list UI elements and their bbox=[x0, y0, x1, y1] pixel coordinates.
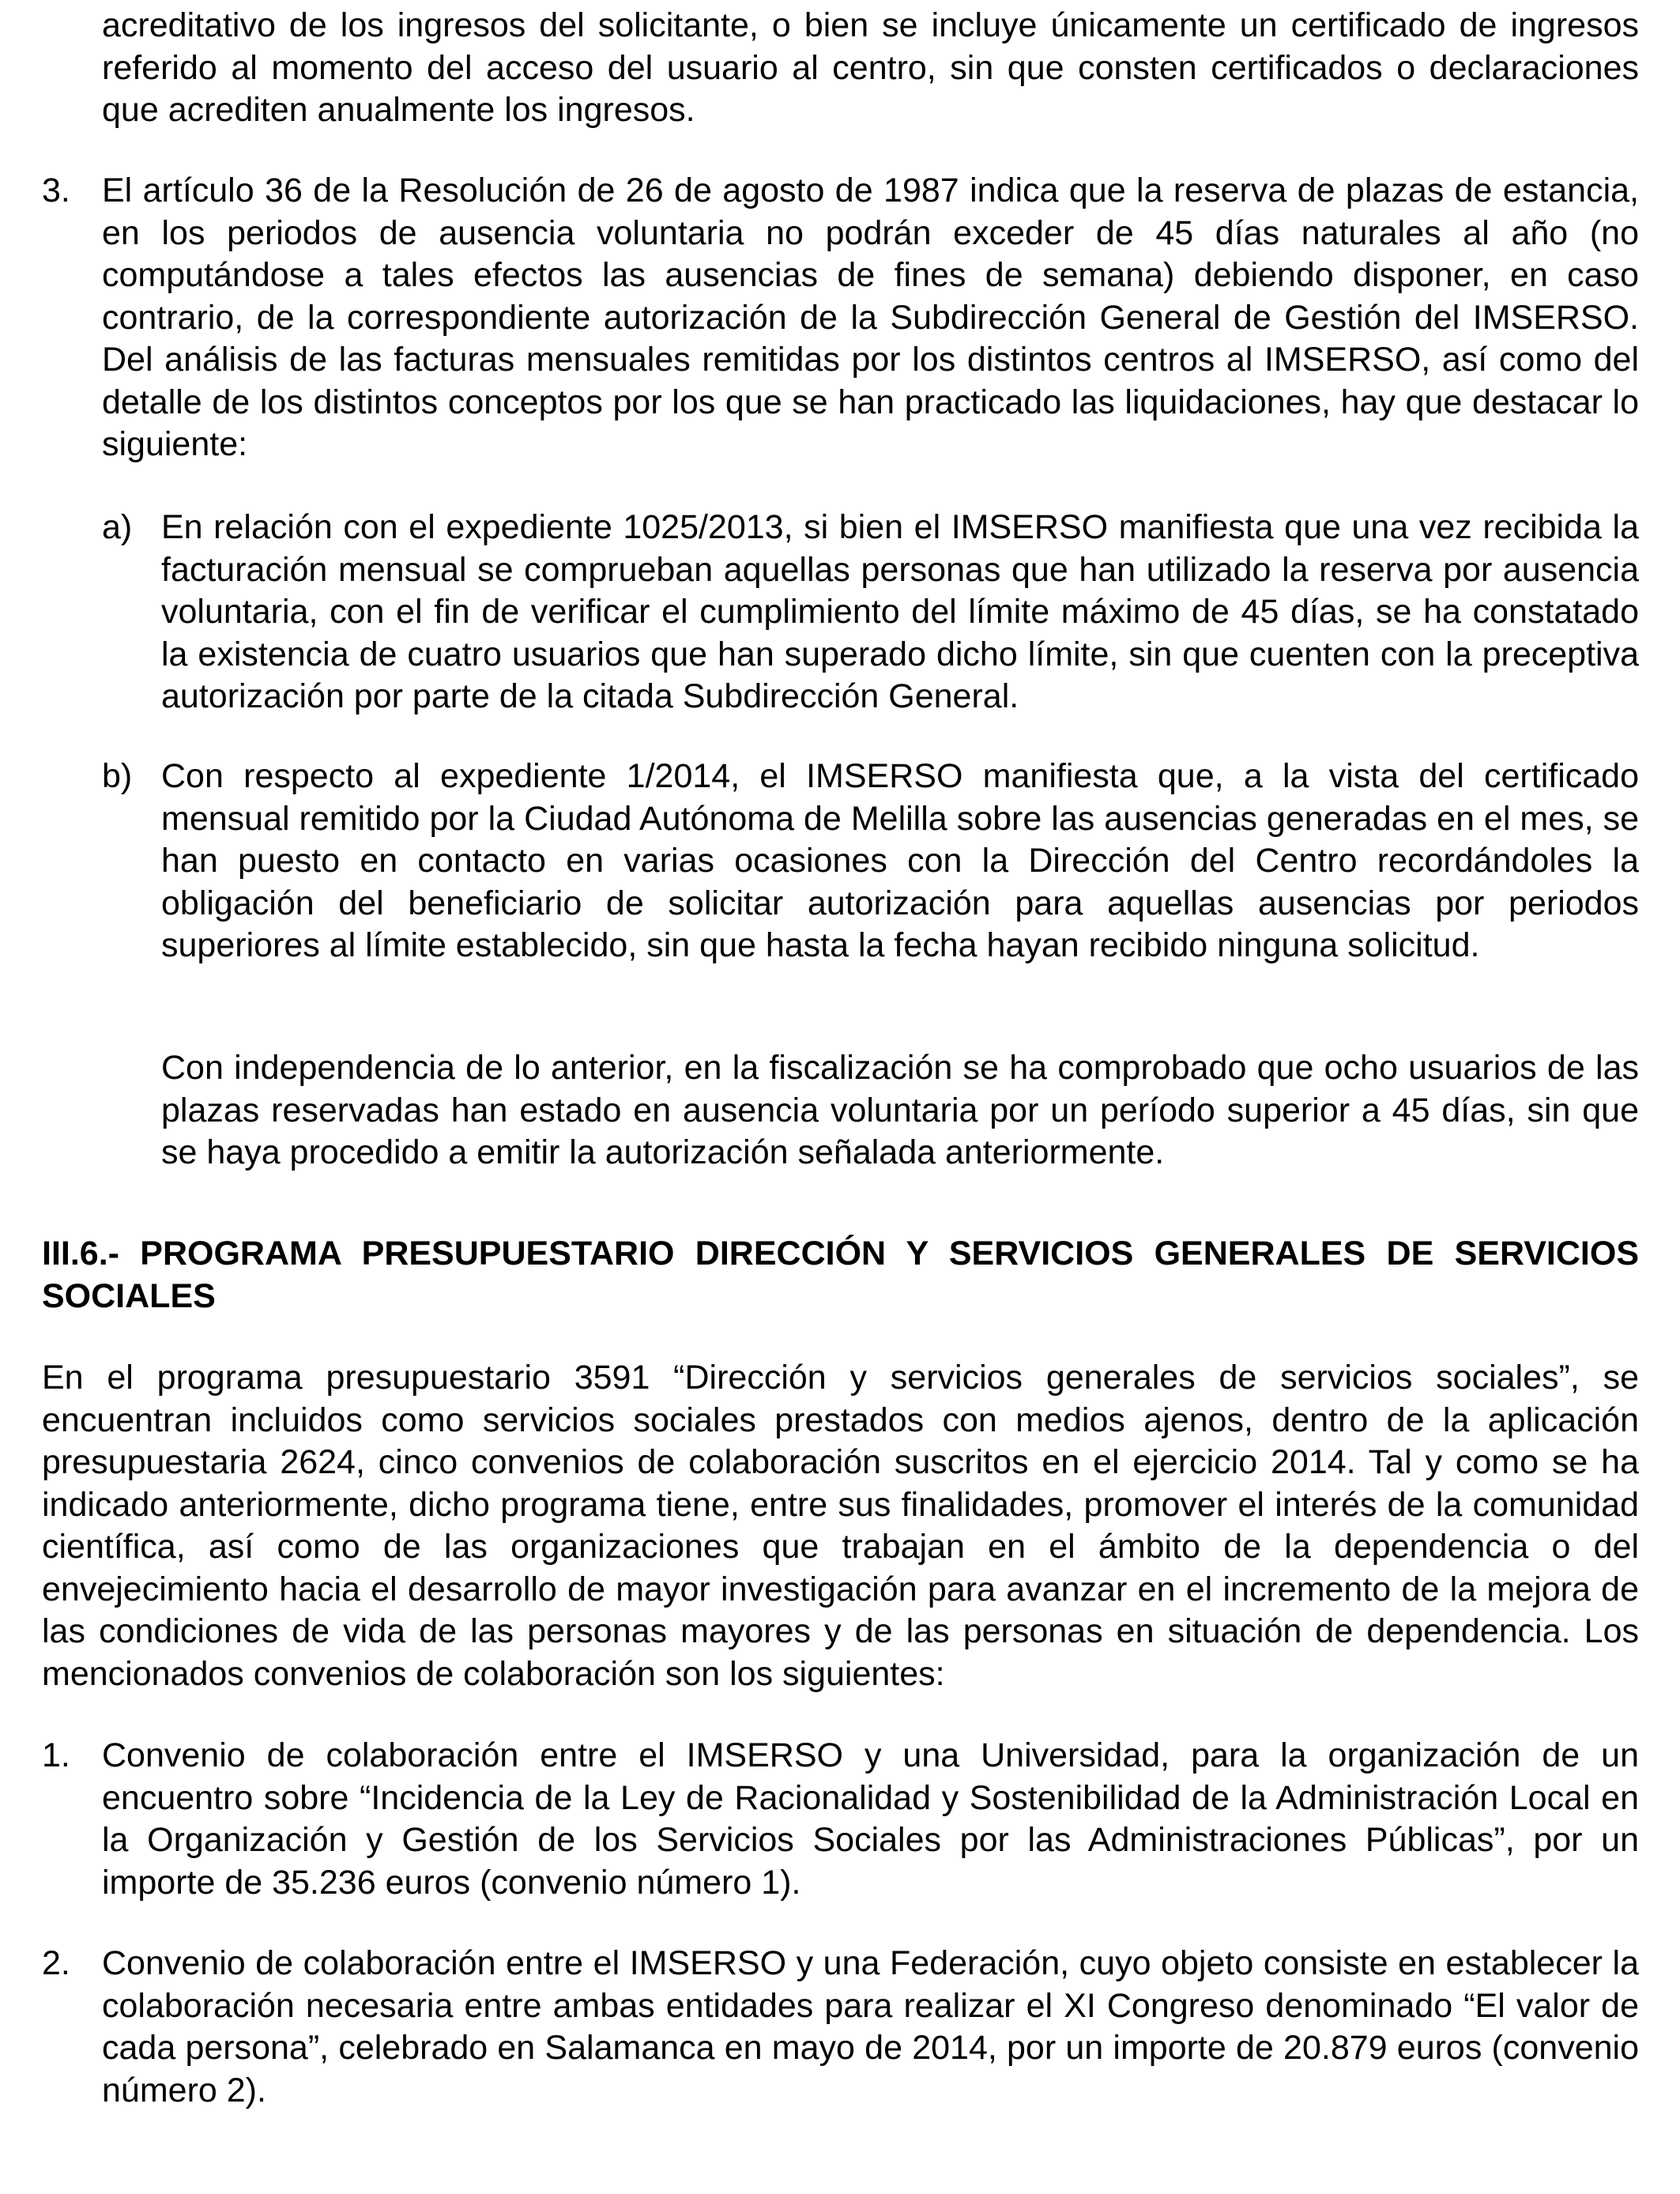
list-marker-1: 1. bbox=[42, 1736, 70, 1774]
list-marker-3: 3. bbox=[42, 172, 70, 209]
list-marker-2: 2. bbox=[42, 1944, 70, 1982]
paragraph-absence-verification: Con independencia de lo anterior, en la fiscalización se ha comprobado que ocho usuarios de las plazas reservadas han estado en ausencia voluntaria por un período superior a 45 días, sin que se haya procedido a emitir la autorización señalada anteriormente. bbox=[161, 1049, 1639, 1171]
list-item-a-text: En relación con el expediente 1025/2013, si bien el IMSERSO manifiesta que una vez recibida la facturación mensual se comprueban aquellas personas que han utilizado la reserva por ausencia voluntaria, con el fin de verificar el cumplimiento del límite máximo de 45 días, se ha constatado la existencia de cuatro usuarios que han superado dicho límite, sin que cuenten con la preceptiva autorización por parte de la citada Subdirección General. bbox=[161, 508, 1639, 715]
list-marker-b: b) bbox=[102, 757, 133, 795]
list-marker-a: a) bbox=[102, 508, 133, 546]
list-item-b-text: Con respecto al expediente 1/2014, el IMSERSO manifiesta que, a la vista del certificado mensual remitido por la Ciudad Autónoma de Melilla sobre las ausencias generadas en el mes, se han puesto en contacto en varias ocasiones con la Dirección del Centro recordándoles la obligación del beneficiario de solicitar autorización para aquellas ausencias por periodos superiores al límite establecido, sin que hasta la fecha hayan recibido ninguna solicitud. bbox=[161, 757, 1639, 964]
list-item-2-text: Convenio de colaboración entre el IMSERSO y una Federación, cuyo objeto consiste en establecer la colaboración necesaria entre ambas entidades para realizar el XI Congreso denominado “El valor de cada persona”, celebrado en Salamanca en mayo de 2014, por un importe de 20.879 euros (convenio número 2). bbox=[102, 1944, 1639, 2109]
section-heading: III.6.- PROGRAMA PRESUPUESTARIO DIRECCIÓN Y SERVICIOS GENERALES DE SERVICIOS SOCIALES bbox=[42, 1235, 1639, 1315]
list-item-3-text: El artículo 36 de la Resolución de 26 de agosto de 1987 indica que la reserva de plazas de estancia, en los periodos de ausencia voluntaria no podrán exceder de 45 días naturales al año (no computándose a tales efectos las ausencias de fines de semana) debiendo disponer, en caso contrario, de la correspondiente autorización de la Subdirección General de Gestión del IMSERSO. Del análisis de las facturas mensuales remitidas por los distintos centros al IMSERSO, así como del detalle de los distintos conceptos por los que se han practicado las liquidaciones, hay que destacar lo siguiente: bbox=[102, 172, 1639, 463]
list-item-1-text: Convenio de colaboración entre el IMSERSO y una Universidad, para la organización de un encuentro sobre “Incidencia de la Ley de Racionalidad y Sostenibilidad de la Administración Local en la Organización y Gestión de los Servicios Sociales por las Administraciones Públicas”, por un importe de 35.236 euros (convenio número 1). bbox=[102, 1736, 1639, 1902]
paragraph-income-certificates: acreditativo de los ingresos del solicitante, o bien se incluye únicamente un certificado de ingresos referido al momento del acceso del usuario al centro, sin que consten certificados o declaraciones que acrediten anualmente los ingresos. bbox=[102, 6, 1639, 129]
paragraph-budget-program: En el programa presupuestario 3591 “Dirección y servicios generales de servicios sociales”, se encuentran incluidos como servicios sociales prestados con medios ajenos, dentro de la aplicación presupuestaria 2624, cinco convenios de colaboración suscritos en el ejercicio 2014. Tal y como se ha indicado anteriormente, dicho programa tiene, entre sus finalidades, promover el interés de la comunidad científica, así como de las organizaciones que trabajan en el ámbito de la dependencia o del envejecimiento hacia el desarrollo de mayor investigación para avanzar en el incremento de la mejora de las condiciones de vida de las personas mayores y de las personas en situación de dependencia. Los mencionados convenios de colaboración son los siguientes: bbox=[42, 1359, 1639, 1693]
